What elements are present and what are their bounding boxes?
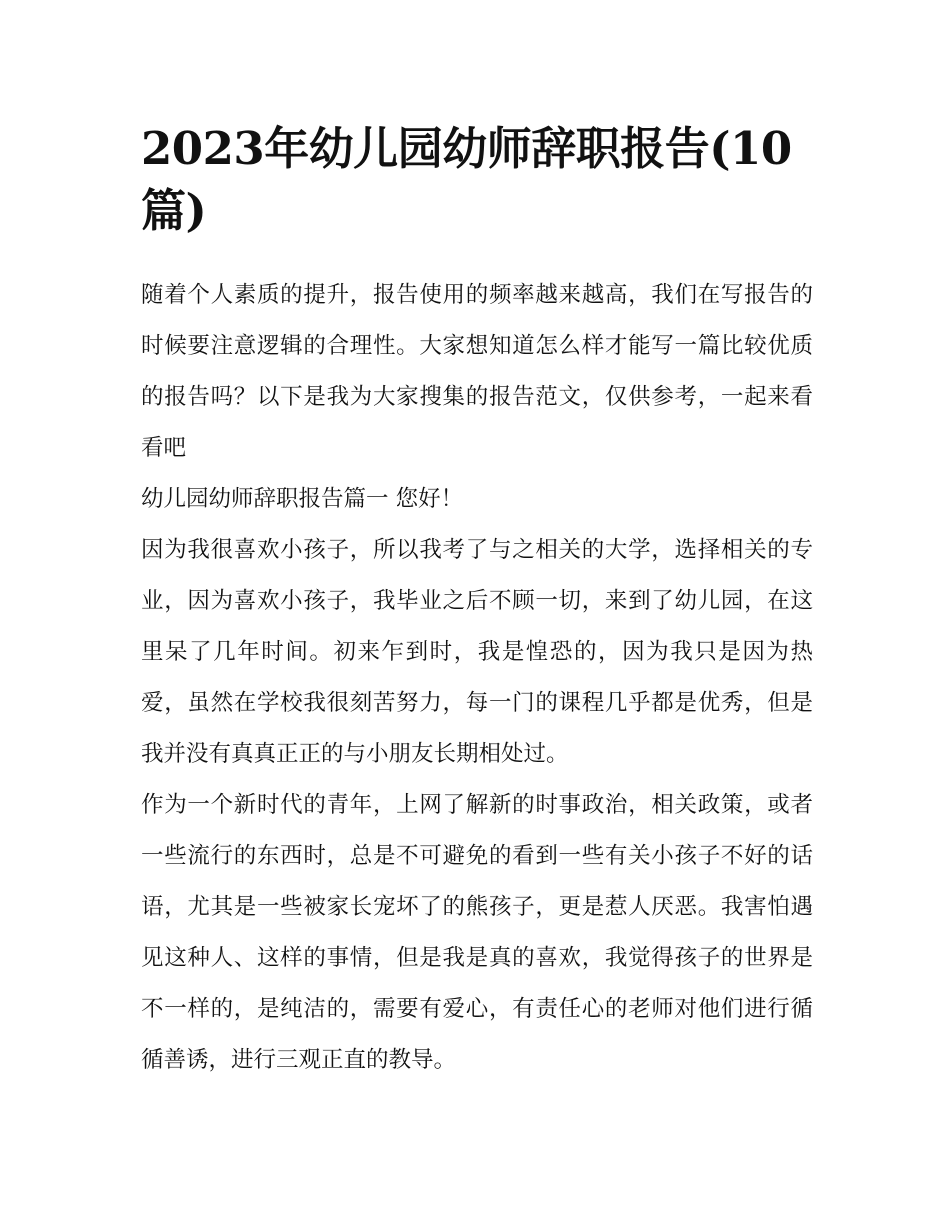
document-page: [141, 118, 813, 1086]
body-paragraph: 因为我很喜欢小孩子，所以我考了与之相关的大学，选择相关的专业，因为喜欢小孩子，我毕业之后不顾一切，来到了幼儿园，在这里呆了几年时间。初来乍到时，我是惶恐的，因为我只是因为热爱，虽然在学校我很刻苦努力，每一门的课程几乎都是优秀，但是我并没有真真正正的与小朋友长期相处过。: [141, 537, 813, 767]
document-title: 2023年幼儿园幼师辞职报告(10篇): [141, 122, 792, 237]
intro-paragraph: 随着个人素质的提升，报告使用的频率越来越高，我们在写报告的时候要注意逻辑的合理性。大家想知道怎么样才能写一篇比较优质的报告吗？以下是我为大家搜集的报告范文，仅供参考，一起来看看吧: [141, 282, 813, 461]
document-body: [141, 270, 813, 1086]
section-heading-paragraph: 幼儿园幼师辞职报告篇一 您好！: [141, 486, 464, 512]
body-paragraph: 作为一个新时代的青年，上网了解新的时事政治，相关政策，或者一些流行的东西时，总是不可避免的看到一些有关小孩子不好的话语，尤其是一些被家长宠坏了的熊孩子，更是惹人厌恶。我害怕遇见这种人、这样的事情，但是我是真的喜欢，我觉得孩子的世界是不一样的，是纯洁的，需要有爱心，有责任心的老师对他们进行循循善诱，进行三观正直的教导。: [141, 792, 813, 1073]
